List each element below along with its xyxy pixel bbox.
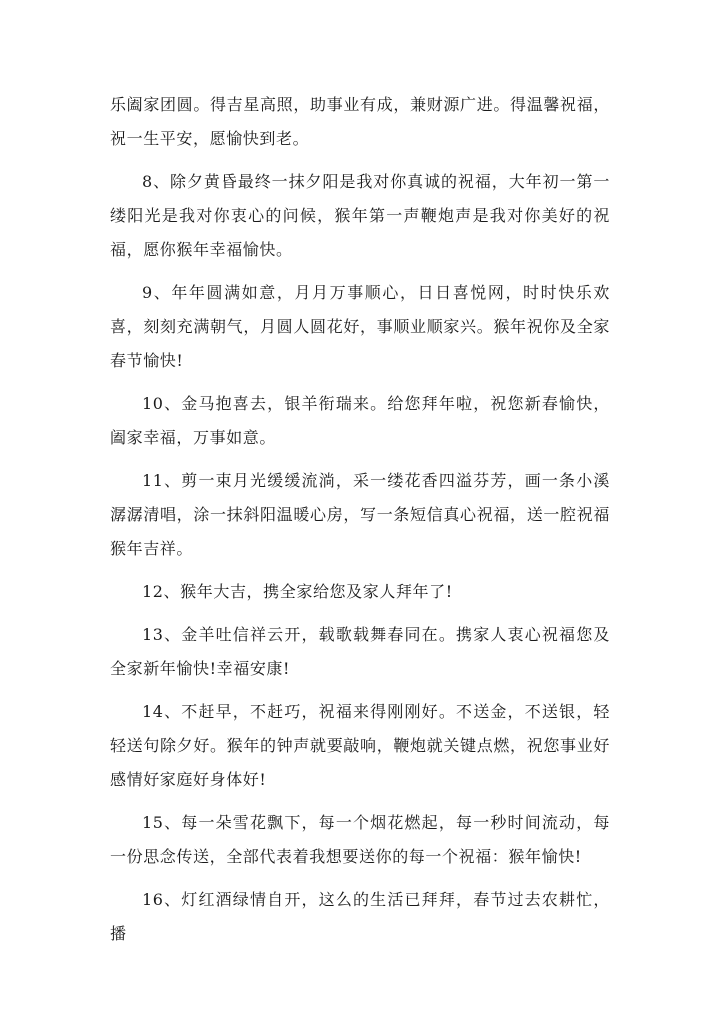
- paragraph-13: 13、金羊吐信祥云开，载歌载舞春同在。携家人衷心祝福您及全家新年愉快!幸福安康!: [110, 625, 610, 678]
- paragraph-14: 14、不赶早，不赶巧，祝福来得刚刚好。不送金，不送银，轻轻送句除夕好。猴年的钟声就要敲响，鞭炮就关键点燃，祝您事业好感情好家庭好身体好!: [110, 702, 610, 789]
- paragraph-9: 9、年年圆满如意，月月万事顺心，日日喜悦网，时时快乐欢喜，刻刻充满朝气，月圆人圆花好，事顺业顺家兴。猴年祝你及全家春节愉快!: [110, 283, 610, 370]
- paragraph-continuation: 乐阖家团圆。得吉星高照，助事业有成，兼财源广进。得温馨祝福，祝一生平安，愿愉快到老。: [110, 95, 610, 148]
- paragraph-11: 11、剪一束月光缓缓流淌，采一缕花香四溢芬芳，画一条小溪潺潺清唱，涂一抹斜阳温暖心房，写一条短信真心祝福，送一腔祝福猴年吉祥。: [110, 471, 610, 558]
- paragraph-15: 15、每一朵雪花飘下，每一个烟花燃起，每一秒时间流动，每一份思念传送，全部代表着我想要送你的每一个祝福：猴年愉快!: [110, 813, 610, 866]
- paragraph-16: 16、灯红酒绿情自开，这么的生活已拜拜，春节过去农耕忙，播: [110, 890, 610, 943]
- document-body: [110, 88, 610, 951]
- paragraph-8: 8、除夕黄昏最终一抹夕阳是我对你真诚的祝福，大年初一第一缕阳光是我对你衷心的问候，猴年第一声鞭炮声是我对你美好的祝福，愿你猴年幸福愉快。: [110, 172, 610, 259]
- paragraph-12: 12、猴年大吉，携全家给您及家人拜年了!: [142, 582, 453, 601]
- paragraph-10: 10、金马抱喜去，银羊衔瑞来。给您拜年啦，祝您新春愉快，阖家幸福，万事如意。: [110, 394, 610, 447]
